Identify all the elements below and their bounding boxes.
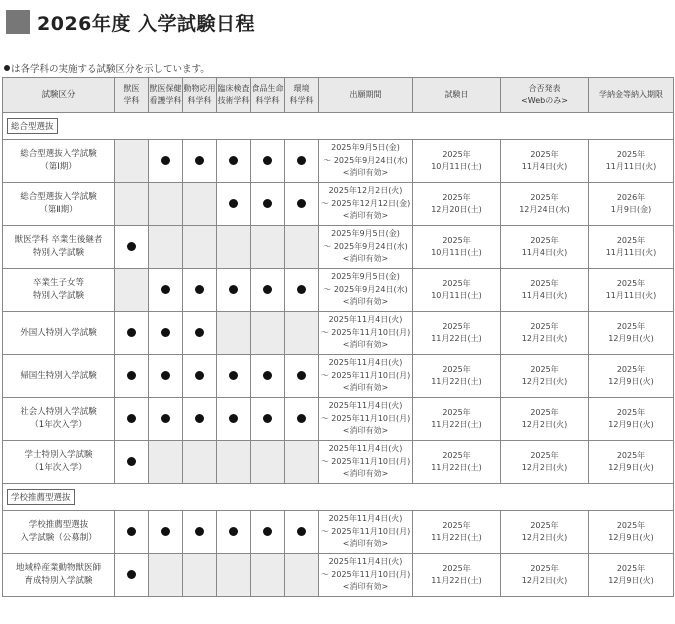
payment-deadline-line: 2025年 xyxy=(616,235,646,245)
exam-date xyxy=(413,140,501,183)
section-row xyxy=(3,113,674,140)
announcement-date-line: 12月24日(水) xyxy=(519,205,570,214)
exam-date-line: 11月22日(土) xyxy=(431,463,482,472)
application-period xyxy=(319,554,413,597)
application-period-line: ～ 2025年12月12日(金) xyxy=(320,198,411,208)
table-body xyxy=(3,113,674,597)
header-department: 食品生命 科学科 xyxy=(251,78,285,113)
dot-icon xyxy=(263,285,272,294)
payment-deadline xyxy=(589,441,674,484)
dot-icon xyxy=(161,285,170,294)
payment-deadline-line: 2026年 xyxy=(616,192,646,202)
application-period-line: <消印有効> xyxy=(342,168,389,178)
department-na-cell xyxy=(115,140,149,183)
application-period-line: ～ 2025年11月10日(月) xyxy=(320,569,411,579)
header-announcement: 合否発表 <Webのみ> xyxy=(501,78,589,113)
announcement-date-line: 11月4日(火) xyxy=(521,162,568,171)
department-applicable-cell xyxy=(217,269,251,312)
dot-icon xyxy=(4,65,10,71)
exam-date-line: 11月22日(土) xyxy=(431,533,482,542)
payment-deadline-line: 12月9日(火) xyxy=(608,377,654,386)
announcement-date-line: 2025年 xyxy=(530,450,559,460)
application-period-line: ～ 2025年11月10日(月) xyxy=(320,370,411,380)
exam-name: 総合型選抜入学試験 （第Ⅰ期） xyxy=(3,140,115,183)
header-department: 臨床検査 技術学科 xyxy=(217,78,251,113)
dot-icon xyxy=(229,414,238,423)
department-na-cell xyxy=(149,441,183,484)
department-applicable-cell xyxy=(285,269,319,312)
exam-date-line: 2025年 xyxy=(442,278,471,288)
table-row xyxy=(3,269,674,312)
dot-icon xyxy=(195,527,204,536)
application-period xyxy=(319,226,413,269)
application-period xyxy=(319,441,413,484)
announcement-date xyxy=(501,312,589,355)
department-applicable-cell xyxy=(183,269,217,312)
application-period-line: <消印有効> xyxy=(342,383,389,393)
dot-icon xyxy=(161,156,170,165)
application-period xyxy=(319,398,413,441)
application-period xyxy=(319,183,413,226)
dot-icon xyxy=(127,242,136,251)
department-na-cell xyxy=(285,312,319,355)
announcement-date-line: 12月2日(火) xyxy=(521,576,568,585)
payment-deadline xyxy=(589,355,674,398)
application-period-line: ～ 2025年11月10日(月) xyxy=(320,456,411,466)
announcement-date xyxy=(501,269,589,312)
payment-deadline xyxy=(589,554,674,597)
exam-date-line: 11月22日(土) xyxy=(431,334,482,343)
announcement-date-line: 2025年 xyxy=(530,563,559,573)
department-na-cell xyxy=(183,226,217,269)
exam-date-line: 12月20日(土) xyxy=(431,205,482,214)
announcement-date-line: 2025年 xyxy=(530,149,559,159)
department-na-cell xyxy=(217,554,251,597)
payment-deadline-line: 2025年 xyxy=(616,563,646,573)
application-period-line: ～ 2025年9月24日(水) xyxy=(323,241,408,251)
department-na-cell xyxy=(285,441,319,484)
dot-icon xyxy=(161,527,170,536)
department-applicable-cell xyxy=(251,183,285,226)
table-row xyxy=(3,511,674,554)
section-label: 学校推薦型選抜 xyxy=(7,489,75,505)
page-title: 2026年度 入学試験日程 xyxy=(37,12,255,35)
application-period-line: 2025年11月4日(火) xyxy=(328,315,403,325)
exam-name: 学士特別入学試験 （1年次入学） xyxy=(3,441,115,484)
application-period xyxy=(319,140,413,183)
application-period xyxy=(319,269,413,312)
announcement-date-line: 2025年 xyxy=(530,192,559,202)
department-na-cell xyxy=(149,226,183,269)
payment-deadline-line: 2025年 xyxy=(616,278,646,288)
announcement-date-line: 12月2日(火) xyxy=(521,420,568,429)
table-row xyxy=(3,226,674,269)
exam-name: 総合型選抜入学試験 （第Ⅱ期） xyxy=(3,183,115,226)
department-applicable-cell xyxy=(217,511,251,554)
application-period-line: <消印有効> xyxy=(342,426,389,436)
department-na-cell xyxy=(149,554,183,597)
department-applicable-cell xyxy=(183,398,217,441)
announcement-date-line: 2025年 xyxy=(530,235,559,245)
payment-deadline xyxy=(589,269,674,312)
payment-deadline-line: 2025年 xyxy=(616,450,646,460)
exam-date-line: 10月11日(土) xyxy=(431,291,482,300)
dot-icon xyxy=(229,156,238,165)
announcement-date-line: 11月4日(火) xyxy=(521,248,568,257)
department-applicable-cell xyxy=(285,398,319,441)
department-applicable-cell xyxy=(251,269,285,312)
dot-icon xyxy=(127,457,136,466)
department-applicable-cell xyxy=(251,355,285,398)
dot-icon xyxy=(297,156,306,165)
department-applicable-cell xyxy=(115,355,149,398)
department-applicable-cell xyxy=(149,312,183,355)
dot-icon xyxy=(297,285,306,294)
dot-icon xyxy=(161,371,170,380)
exam-date-line: 2025年 xyxy=(442,192,471,202)
header-exam-date: 試験日 xyxy=(413,78,501,113)
announcement-date-line: 2025年 xyxy=(530,321,559,331)
announcement-date xyxy=(501,355,589,398)
dot-icon xyxy=(229,285,238,294)
announcement-date-line: 2025年 xyxy=(530,278,559,288)
announcement-date xyxy=(501,140,589,183)
exam-date xyxy=(413,554,501,597)
application-period-line: ～ 2025年11月10日(月) xyxy=(320,327,411,337)
payment-deadline xyxy=(589,183,674,226)
exam-date-line: 11月22日(土) xyxy=(431,576,482,585)
payment-deadline-line: 12月9日(火) xyxy=(608,334,654,343)
exam-name: 卒業生子女等 特別入学試験 xyxy=(3,269,115,312)
application-period-line: <消印有効> xyxy=(342,340,389,350)
exam-name: 学校推薦型選抜 入学試験（公募制） xyxy=(3,511,115,554)
department-applicable-cell xyxy=(115,554,149,597)
department-applicable-cell xyxy=(149,511,183,554)
announcement-date-line: 12月2日(火) xyxy=(521,334,568,343)
application-period-line: 2025年11月4日(火) xyxy=(328,444,403,454)
exam-date-line: 2025年 xyxy=(442,149,471,159)
exam-date-line: 2025年 xyxy=(442,321,471,331)
payment-deadline-line: 2025年 xyxy=(616,364,646,374)
dot-icon xyxy=(263,371,272,380)
payment-deadline-line: 2025年 xyxy=(616,321,646,331)
section-row xyxy=(3,484,674,511)
payment-deadline-line: 2025年 xyxy=(616,520,646,530)
dot-icon xyxy=(263,156,272,165)
exam-date-line: 2025年 xyxy=(442,450,471,460)
application-period-line: <消印有効> xyxy=(342,254,389,264)
dot-icon xyxy=(127,570,136,579)
department-applicable-cell xyxy=(183,312,217,355)
exam-date-line: 2025年 xyxy=(442,235,471,245)
title-marker xyxy=(6,10,30,34)
header-department: 獣医 学科 xyxy=(115,78,149,113)
announcement-date-line: 2025年 xyxy=(530,520,559,530)
payment-deadline-line: 1月9日(金) xyxy=(610,205,652,214)
exam-date xyxy=(413,183,501,226)
dot-icon xyxy=(161,414,170,423)
table-row xyxy=(3,183,674,226)
application-period-line: <消印有効> xyxy=(342,539,389,549)
department-applicable-cell xyxy=(149,140,183,183)
application-period xyxy=(319,312,413,355)
department-na-cell xyxy=(285,226,319,269)
department-applicable-cell xyxy=(149,269,183,312)
application-period-line: 2025年11月4日(火) xyxy=(328,514,403,524)
department-applicable-cell xyxy=(285,183,319,226)
department-na-cell xyxy=(251,312,285,355)
application-period-line: <消印有効> xyxy=(342,211,389,221)
dot-icon xyxy=(263,414,272,423)
dot-icon xyxy=(127,527,136,536)
dot-icon xyxy=(195,285,204,294)
department-applicable-cell xyxy=(217,355,251,398)
department-applicable-cell xyxy=(115,226,149,269)
dot-icon xyxy=(263,199,272,208)
exam-name: 獣医学科 卒業生後継者 特別入学試験 xyxy=(3,226,115,269)
section-label: 総合型選抜 xyxy=(7,118,58,134)
dot-icon xyxy=(195,328,204,337)
department-na-cell xyxy=(183,554,217,597)
header-payment: 学納金等納入期限 xyxy=(589,78,674,113)
application-period-line: <消印有効> xyxy=(342,582,389,592)
exam-date xyxy=(413,511,501,554)
exam-date xyxy=(413,269,501,312)
payment-deadline xyxy=(589,226,674,269)
dot-icon xyxy=(195,414,204,423)
header-department: 動物応用 科学科 xyxy=(183,78,217,113)
department-na-cell xyxy=(217,226,251,269)
exam-schedule-table xyxy=(2,77,674,597)
application-period-line: 2025年11月4日(火) xyxy=(328,557,403,567)
payment-deadline xyxy=(589,398,674,441)
department-na-cell xyxy=(183,183,217,226)
department-applicable-cell xyxy=(285,140,319,183)
exam-date-line: 2025年 xyxy=(442,364,471,374)
announcement-date-line: 12月2日(火) xyxy=(521,533,568,542)
table-row xyxy=(3,398,674,441)
application-period-line: ～ 2025年9月24日(水) xyxy=(323,155,408,165)
dot-icon xyxy=(229,371,238,380)
announcement-date-line: 11月4日(火) xyxy=(521,291,568,300)
header-period: 出願期間 xyxy=(319,78,413,113)
department-applicable-cell xyxy=(285,511,319,554)
department-applicable-cell xyxy=(217,140,251,183)
exam-name: 帰国生特別入学試験 xyxy=(3,355,115,398)
payment-deadline xyxy=(589,140,674,183)
header-department: 環境 科学科 xyxy=(285,78,319,113)
payment-deadline-line: 11月11日(火) xyxy=(605,291,657,300)
exam-date-line: 2025年 xyxy=(442,520,471,530)
dot-icon xyxy=(127,371,136,380)
department-applicable-cell xyxy=(149,355,183,398)
dot-icon xyxy=(297,199,306,208)
department-na-cell xyxy=(183,441,217,484)
exam-date-line: 11月22日(土) xyxy=(431,420,482,429)
dot-icon xyxy=(229,527,238,536)
announcement-date xyxy=(501,511,589,554)
table-header-row xyxy=(3,78,674,113)
header-department: 獣医保健 看護学科 xyxy=(149,78,183,113)
department-na-cell xyxy=(251,554,285,597)
department-applicable-cell xyxy=(115,511,149,554)
department-applicable-cell xyxy=(251,140,285,183)
payment-deadline-line: 11月11日(火) xyxy=(605,162,657,171)
department-na-cell xyxy=(115,183,149,226)
exam-date xyxy=(413,441,501,484)
exam-date-line: 10月11日(土) xyxy=(431,162,482,171)
department-na-cell xyxy=(251,226,285,269)
department-applicable-cell xyxy=(149,398,183,441)
dot-icon xyxy=(127,328,136,337)
application-period-line: <消印有効> xyxy=(342,469,389,479)
payment-deadline-line: 12月9日(火) xyxy=(608,420,654,429)
department-na-cell xyxy=(217,441,251,484)
payment-deadline-line: 12月9日(火) xyxy=(608,463,654,472)
dot-icon xyxy=(297,414,306,423)
table-row xyxy=(3,441,674,484)
payment-deadline-line: 2025年 xyxy=(616,407,646,417)
exam-date xyxy=(413,312,501,355)
department-na-cell xyxy=(217,312,251,355)
section-cell xyxy=(3,113,674,140)
announcement-date xyxy=(501,554,589,597)
announcement-date-line: 12月2日(火) xyxy=(521,377,568,386)
exam-date-line: 2025年 xyxy=(442,407,471,417)
department-applicable-cell xyxy=(115,398,149,441)
payment-deadline xyxy=(589,312,674,355)
table-row xyxy=(3,355,674,398)
application-period-line: <消印有効> xyxy=(342,297,389,307)
application-period-line: 2025年9月5日(金) xyxy=(331,272,400,282)
exam-date-line: 10月11日(土) xyxy=(431,248,482,257)
payment-deadline-line: 12月9日(火) xyxy=(608,576,654,585)
application-period-line: 2025年11月4日(火) xyxy=(328,358,403,368)
department-applicable-cell xyxy=(217,183,251,226)
application-period-line: ～ 2025年11月10日(月) xyxy=(320,526,411,536)
payment-deadline xyxy=(589,511,674,554)
exam-name: 外国人特別入学試験 xyxy=(3,312,115,355)
department-applicable-cell xyxy=(285,355,319,398)
department-applicable-cell xyxy=(183,511,217,554)
announcement-date-line: 12月2日(火) xyxy=(521,463,568,472)
legend-note xyxy=(4,61,210,75)
dot-icon xyxy=(263,527,272,536)
department-na-cell xyxy=(285,554,319,597)
department-applicable-cell xyxy=(115,312,149,355)
dot-icon xyxy=(229,199,238,208)
announcement-date xyxy=(501,226,589,269)
table-row xyxy=(3,140,674,183)
exam-date xyxy=(413,226,501,269)
application-period-line: 2025年11月4日(火) xyxy=(328,401,403,411)
department-na-cell xyxy=(251,441,285,484)
department-applicable-cell xyxy=(217,398,251,441)
department-applicable-cell xyxy=(115,441,149,484)
announcement-date xyxy=(501,441,589,484)
exam-date xyxy=(413,355,501,398)
exam-date-line: 11月22日(土) xyxy=(431,377,482,386)
dot-icon xyxy=(297,371,306,380)
department-applicable-cell xyxy=(251,511,285,554)
announcement-date xyxy=(501,398,589,441)
dot-icon xyxy=(195,156,204,165)
dot-icon xyxy=(195,371,204,380)
header-category: 試験区分 xyxy=(3,78,115,113)
announcement-date xyxy=(501,183,589,226)
application-period-line: 2025年9月5日(金) xyxy=(331,229,400,239)
department-na-cell xyxy=(115,269,149,312)
payment-deadline-line: 11月11日(火) xyxy=(605,248,657,257)
exam-date-line: 2025年 xyxy=(442,563,471,573)
application-period-line: 2025年12月2日(火) xyxy=(328,186,403,196)
application-period-line: 2025年9月5日(金) xyxy=(331,143,400,153)
application-period xyxy=(319,511,413,554)
legend-note-text: は各学科の実施する試験区分を示しています。 xyxy=(11,64,210,75)
exam-name: 地域枠産業動物獣医師 育成特別入学試験 xyxy=(3,554,115,597)
department-na-cell xyxy=(149,183,183,226)
section-cell xyxy=(3,484,674,511)
exam-name: 社会人特別入学試験 （1年次入学） xyxy=(3,398,115,441)
department-applicable-cell xyxy=(251,398,285,441)
dot-icon xyxy=(127,414,136,423)
dot-icon xyxy=(161,328,170,337)
payment-deadline-line: 2025年 xyxy=(616,149,646,159)
exam-date xyxy=(413,398,501,441)
announcement-date-line: 2025年 xyxy=(530,407,559,417)
table-row xyxy=(3,312,674,355)
department-applicable-cell xyxy=(183,140,217,183)
application-period-line: ～ 2025年9月24日(水) xyxy=(323,284,408,294)
department-applicable-cell xyxy=(183,355,217,398)
application-period xyxy=(319,355,413,398)
table-row xyxy=(3,554,674,597)
application-period-line: ～ 2025年11月10日(月) xyxy=(320,413,411,423)
announcement-date-line: 2025年 xyxy=(530,364,559,374)
payment-deadline-line: 12月9日(火) xyxy=(608,533,654,542)
dot-icon xyxy=(297,527,306,536)
page-header xyxy=(6,8,255,36)
